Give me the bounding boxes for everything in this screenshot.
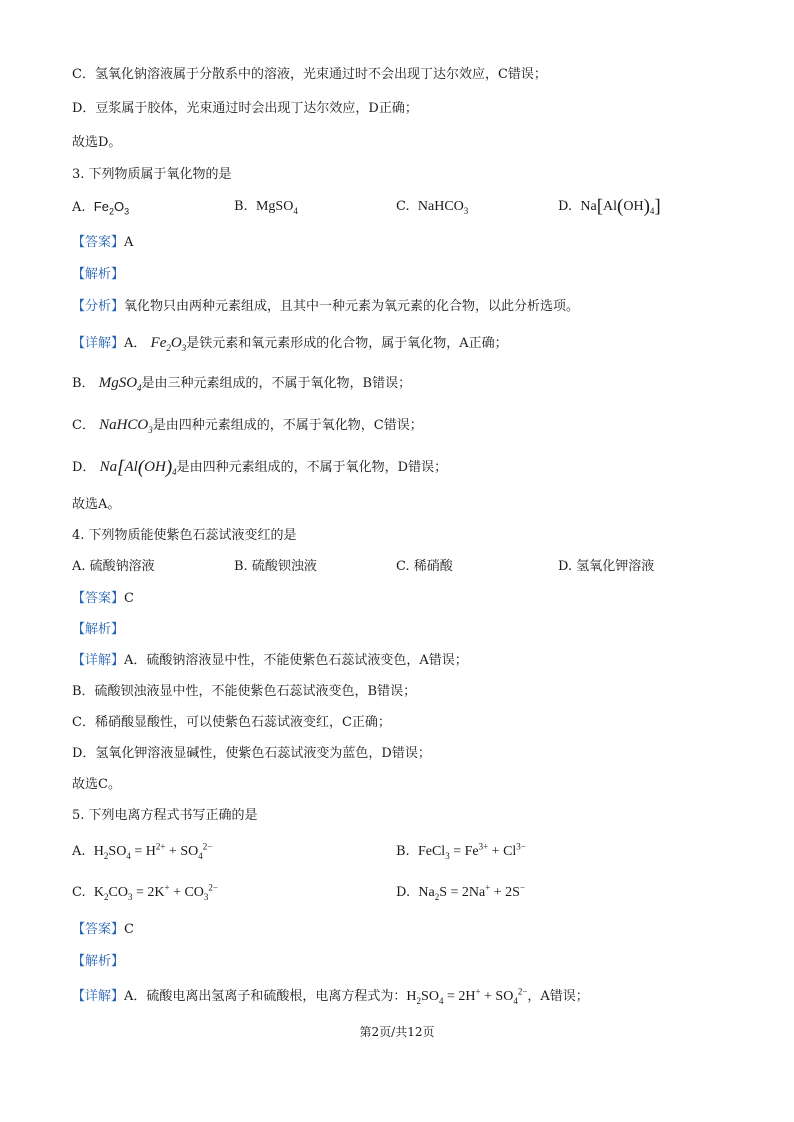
- q5-answer: 【答案】C: [72, 922, 134, 937]
- q3-stem: 3. 下列物质属于氧化物的是: [72, 167, 232, 182]
- q4-option-a: A. 硫酸钠溶液: [72, 559, 155, 574]
- q4-option-d: D. 氢氧化钾溶液: [558, 559, 655, 574]
- q5-detail-a: 【详解】A．硫酸电离出氢离子和硫酸根，电离方程式为：$H_2SO_4 = 2H^+ + SO_4^{2-}$，A错误；: [72, 986, 589, 1006]
- q5-analysis-tag: 【解析】: [72, 954, 125, 969]
- q4-option-c: C. 稀硝酸: [396, 559, 453, 574]
- q3-detail-d: D． $Na[Al(OH)_4$是由四种元素组成的，不属于氧化物，D错误；: [72, 457, 448, 478]
- q4-detail-d: D．氢氧化钾溶液显碱性，使紫色石蕊试液变为蓝色，D错误；: [72, 746, 431, 761]
- q3-option-d: D. $Na[Al(OH)_4]$: [558, 196, 661, 217]
- q5-stem: 5. 下列电离方程式书写正确的是: [72, 808, 258, 823]
- q4-stem: 4. 下列物质能使紫色石蕊试液变红的是: [72, 528, 297, 543]
- q3-option-b: B. MgSO$_4$: [234, 199, 298, 216]
- q3-answer: 【答案】A: [72, 235, 134, 250]
- q3-detail-b: B． MgSO$_4$是由三种元素组成的，不属于氧化物，B错误；: [72, 375, 412, 393]
- q4-detail-b: B．硫酸钡浊液显中性，不能使紫色石蕊试液变色，B错误；: [72, 684, 417, 699]
- q5-option-d: D. $Na_2S = 2Na^+ + 2S^-$: [396, 882, 526, 902]
- q4-analysis-tag: 【解析】: [72, 622, 125, 637]
- q3-fenxi: 【分析】氧化物只由两种元素组成，且其中一种元素为氧元素的化合物，以此分析选项。: [72, 299, 580, 314]
- q3-analysis-tag: 【解析】: [72, 267, 125, 282]
- q5-option-c: C. $K_2CO_3 = 2K^+ + CO_3^{2-}$: [72, 882, 218, 902]
- q2-option-c-explanation: C．氢氧化钠溶液属于分散系中的溶液，光束通过时不会出现丁达尔效应，C错误；: [72, 67, 547, 82]
- q2-option-d-explanation: D．豆浆属于胶体，光束通过时会出现丁达尔效应，D正确；: [72, 101, 418, 116]
- q4-answer: 【答案】C: [72, 591, 134, 606]
- q4-detail-a: 【详解】A．硫酸钠溶液显中性，不能使紫色石蕊试液变色，A错误；: [72, 653, 468, 668]
- q3-option-a: A. $Fe_2O_3$: [72, 199, 130, 217]
- q3-conclusion: 故选A。: [72, 497, 121, 512]
- q2-conclusion: 故选D。: [72, 135, 122, 150]
- q5-option-b: B. FeCl$_3$ = $Fe^{3+} + Cl^{3-}$: [396, 841, 526, 861]
- page-footer: 第2页/共12页: [359, 1025, 435, 1039]
- q5-option-a: A. $H_2SO_4 = H^{2+} + SO_4^{2-}$: [72, 841, 213, 861]
- answer-tag: 【答案】: [72, 235, 125, 250]
- q4-detail-c: C．稀硝酸显酸性，可以使紫色石蕊试液变红，C正确；: [72, 715, 391, 730]
- q4-conclusion: 故选C。: [72, 777, 121, 792]
- q3-option-c: C. NaHCO$_3$: [396, 199, 469, 216]
- q4-option-b: B. 硫酸钡浊液: [234, 559, 317, 574]
- q3-detail-a: 【详解】A． $Fe_2O_3$是铁元素和氧元素形成的化合物，属于氧化物，A正确；: [72, 335, 508, 353]
- q3-detail-c: C． NaHCO$_3$是由四种元素组成的，不属于氧化物，C错误；: [72, 417, 423, 435]
